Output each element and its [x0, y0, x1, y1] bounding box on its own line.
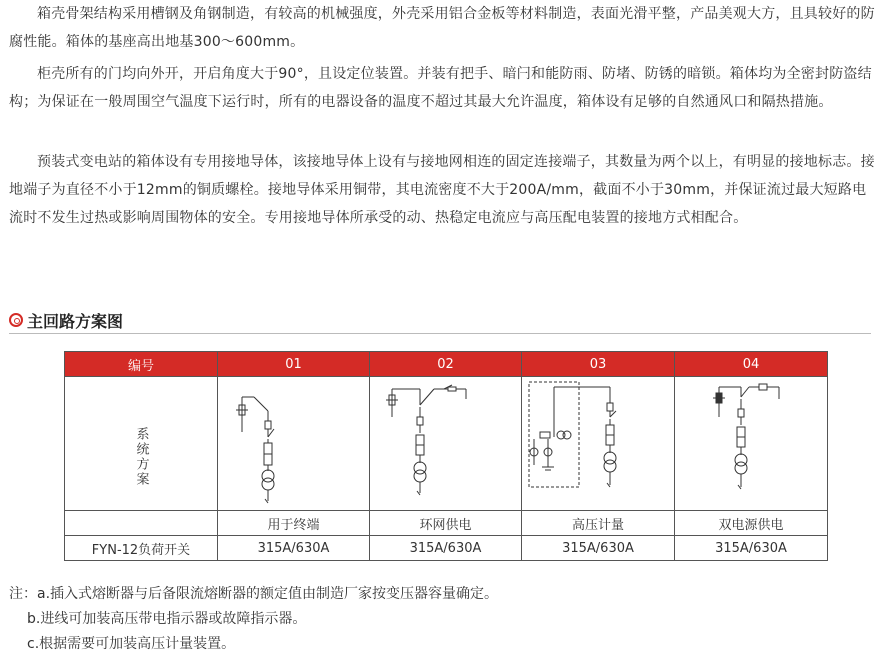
section-heading — [9, 307, 123, 333]
usage-row — [65, 511, 828, 536]
circuit-diagram-02-icon — [370, 377, 522, 510]
usage-01: 用于终端 — [218, 511, 370, 536]
section-title-text: 主回路方案图 — [27, 311, 124, 331]
usage-row-blank — [65, 511, 218, 536]
usage-02: 环网供电 — [370, 511, 522, 536]
rating-02: 315A/630A — [370, 536, 522, 561]
header-col-02: 02 — [370, 352, 522, 377]
load-switch-row — [65, 536, 828, 561]
note-c: c.根据需要可加装高压计量装置。 — [27, 636, 236, 652]
rating-01: 315A/630A — [218, 536, 370, 561]
paragraph-cabinet-structure: 箱壳骨架结构采用槽钢及角钢制造，有较高的机械强度，外壳采用铝合金板等材料制造，表面光滑平整，产品美观大方，且具较好的防腐性能。箱体的基座高出地基300～600mm。 — [9, 6, 875, 50]
paragraph-doors-sealing: 柜壳所有的门均向外开，开启角度大于90°，且设定位装置。并装有把手、暗闩和能防雨、防堵、防锈的暗锁。箱体均为全密封防盗结构；为保证在一般周围空气温度下运行时，所有的电器设备的温度不超过其最大允许温度，箱体设有足够的自然通风口和隔热措施。 — [9, 66, 872, 110]
note-a: 注：a.插入式熔断器与后备限流熔断器的额定值由制造厂家按变压器容量确定。 — [9, 586, 499, 602]
header-col-03: 03 — [522, 352, 675, 377]
diagram-02 — [370, 377, 522, 511]
circuit-diagram-01-icon — [218, 377, 370, 510]
main-circuit-table — [64, 351, 828, 561]
circuit-diagram-04-icon — [675, 377, 828, 510]
notes-block — [9, 582, 498, 657]
header-col-04: 04 — [675, 352, 828, 377]
paragraph-grounding: 预装式变电站的箱体设有专用接地导体，该接地导体上设有与接地网相连的固定连接端子，其数量为两个以上，有明显的接地标志。接地端子为直径不小于12mm的铜质螺栓。接地导体采用铜带，其电流密度不大于200A/mm，截面不小于30mm，并保证流过最大短路电流时不发生过热或影响周围物体的安全。专用接地导体所承受的动、热稳定电流应与高压配电装置的接地方式相配合。 — [9, 154, 875, 226]
diagram-row — [65, 377, 828, 511]
header-col-01: 01 — [218, 352, 370, 377]
rating-03: 315A/630A — [522, 536, 675, 561]
table-header-row — [65, 352, 828, 377]
rating-04: 315A/630A — [675, 536, 828, 561]
system-scheme-label: 系统方案 — [133, 427, 149, 487]
diagram-04 — [675, 377, 828, 511]
circle-bullet-icon — [9, 313, 23, 327]
note-b: b.进线可加装高压带电指示器或故障指示器。 — [27, 611, 307, 627]
load-switch-label: FYN-12负荷开关 — [65, 536, 218, 561]
usage-04: 双电源供电 — [675, 511, 828, 536]
row-label-system-scheme — [65, 377, 218, 511]
diagram-01 — [218, 377, 370, 511]
usage-03: 高压计量 — [522, 511, 675, 536]
diagram-03 — [522, 377, 675, 511]
circuit-diagram-03-icon — [522, 377, 675, 510]
section-divider — [9, 333, 871, 334]
header-number-label: 编号 — [65, 352, 218, 377]
